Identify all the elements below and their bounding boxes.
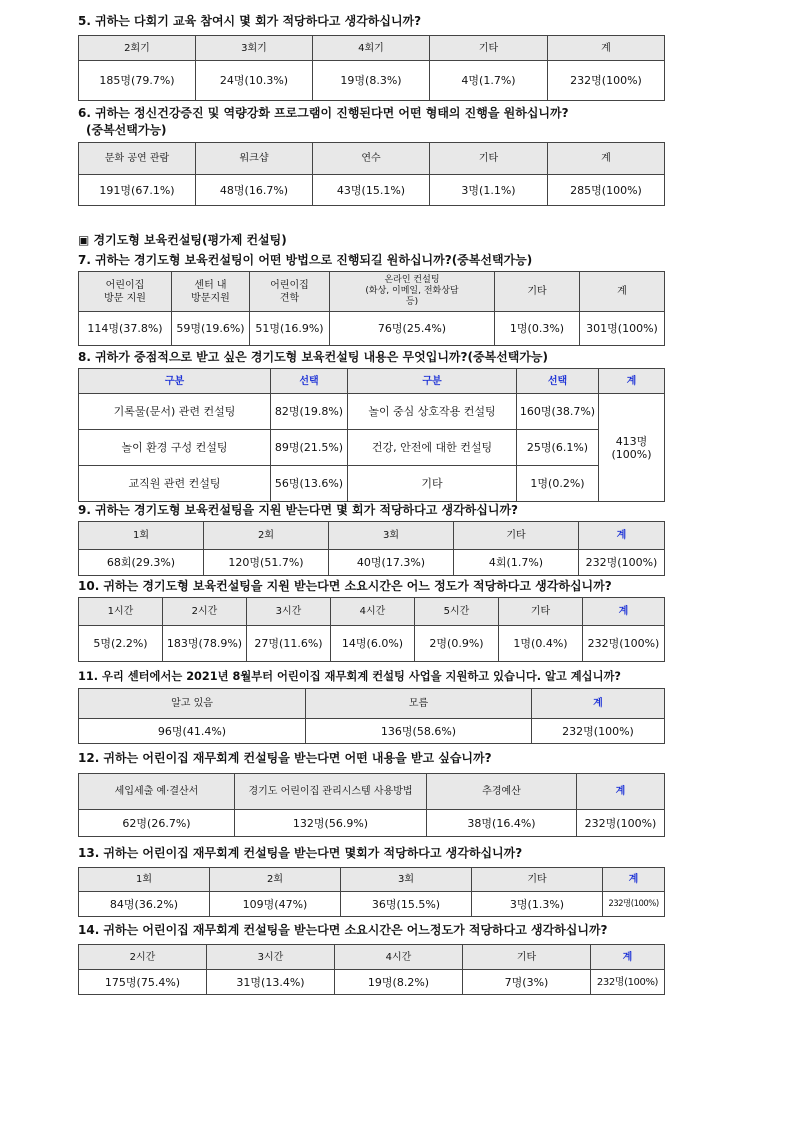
- value-cell: 89명(21.5%): [271, 430, 348, 466]
- question-14-table: [78, 944, 665, 995]
- value-cell: 82명(19.8%): [271, 394, 348, 430]
- question-7-title: 7. 귀하는 경기도형 보육컨설팅이 어떤 방법으로 진행되길 원하십니까?(중복선택가능): [78, 253, 533, 267]
- header-cell: 계: [548, 36, 665, 61]
- header-cell: 기타: [499, 598, 583, 626]
- value-cell: 132명(56.9%): [235, 810, 427, 837]
- question-7-table: [78, 271, 665, 346]
- value-cell: 136명(58.6%): [306, 719, 532, 744]
- value-cell: 232명(100%): [579, 550, 665, 576]
- header-cell: 기타: [463, 945, 591, 970]
- header-cell: 계: [579, 522, 665, 550]
- header-cell: 1회: [79, 868, 210, 892]
- value-cell: 59명(19.6%): [172, 312, 250, 346]
- value-cell: 4회(1.7%): [454, 550, 579, 576]
- value-cell: 38명(16.4%): [427, 810, 577, 837]
- value-cell: 232명(100%): [583, 626, 665, 662]
- question-11-table: [78, 688, 665, 744]
- question-10-table: [78, 597, 665, 662]
- header-cell: 3회: [329, 522, 454, 550]
- header-cell: 선택: [517, 369, 599, 394]
- value-cell: 185명(79.7%): [79, 61, 196, 101]
- category-cell: 교직원 관련 컨설팅: [79, 466, 271, 502]
- value-cell: 96명(41.4%): [79, 719, 306, 744]
- header-cell: 2회: [210, 868, 341, 892]
- category-cell: 건강, 안전에 대한 컨설팅: [348, 430, 517, 466]
- header-cell: 기타: [495, 272, 580, 312]
- value-cell: 7명(3%): [463, 970, 591, 995]
- header-cell: 5시간: [415, 598, 499, 626]
- value-cell: 84명(36.2%): [79, 892, 210, 917]
- header-cell: 기타: [430, 143, 548, 175]
- question-14-title: 14. 귀하는 어린이집 재무회계 컨설팅을 받는다면 소요시간은 어느정도가 적당하다고 생각하십니까?: [78, 923, 608, 937]
- header-cell: 1회: [79, 522, 204, 550]
- header-cell: 계: [580, 272, 665, 312]
- header-cell: 3시간: [247, 598, 331, 626]
- header-cell: 어린이집 방문 지원: [79, 272, 172, 312]
- question-10-title: 10. 귀하는 경기도형 보육컨설팅을 지원 받는다면 소요시간은 어느 정도가 적당하다고 생각하십니까?: [78, 579, 612, 593]
- value-cell: 36명(15.5%): [341, 892, 472, 917]
- category-cell: 놀이 중심 상호작용 컨설팅: [348, 394, 517, 430]
- question-11-title: 11. 우리 센터에서는 2021년 8월부터 어린이집 재무회계 컨설팅 사업을 지원하고 있습니다. 알고 계십니까?: [78, 670, 621, 683]
- total-cell: 413명 (100%): [599, 394, 665, 502]
- value-cell: 160명(38.7%): [517, 394, 599, 430]
- header-cell: 계: [591, 945, 665, 970]
- question-13-table: [78, 867, 665, 917]
- header-cell: 계: [583, 598, 665, 626]
- category-cell: 기타: [348, 466, 517, 502]
- question-8-title: 8. 귀하가 중점적으로 받고 싶은 경기도형 보육컨설팅 내용은 무엇입니까?(중복선택가능): [78, 350, 548, 364]
- value-cell: 56명(13.6%): [271, 466, 348, 502]
- header-cell: 구분: [348, 369, 517, 394]
- value-cell: 109명(47%): [210, 892, 341, 917]
- question-9-table: [78, 521, 665, 576]
- value-cell: 1명(0.4%): [499, 626, 583, 662]
- header-cell: 계: [577, 774, 665, 810]
- header-cell: 세입세출 예·결산서: [79, 774, 235, 810]
- value-cell: 24명(10.3%): [196, 61, 313, 101]
- header-cell: 기타: [472, 868, 603, 892]
- header-cell: 모름: [306, 689, 532, 719]
- header-cell: 계: [599, 369, 665, 394]
- section-heading: ▣ 경기도형 보육컨설팅(평가제 컨설팅): [78, 233, 287, 247]
- header-cell: 4회기: [313, 36, 430, 61]
- header-cell: 기타: [430, 36, 548, 61]
- question-8-table: [78, 368, 665, 502]
- header-cell: 1시간: [79, 598, 163, 626]
- question-6-title: 6. 귀하는 정신건강증진 및 역량강화 프로그램이 진행된다면 어떤 형태의 진행을 원하십니까?: [78, 106, 569, 120]
- value-cell: 27명(11.6%): [247, 626, 331, 662]
- value-cell: 62명(26.7%): [79, 810, 235, 837]
- header-cell: 구분: [79, 369, 271, 394]
- category-cell: 놀이 환경 구성 컨설팅: [79, 430, 271, 466]
- header-cell: 워크샵: [196, 143, 313, 175]
- header-cell: 계: [603, 868, 665, 892]
- header-cell: 2시간: [163, 598, 247, 626]
- category-cell: 기록물(문서) 관련 컨설팅: [79, 394, 271, 430]
- value-cell: 232명(100%): [577, 810, 665, 837]
- header-cell: 3시간: [207, 945, 335, 970]
- header-cell: 어린이집 견학: [250, 272, 330, 312]
- header-cell: 연수: [313, 143, 430, 175]
- header-cell: 선택: [271, 369, 348, 394]
- value-cell: 40명(17.3%): [329, 550, 454, 576]
- value-cell: 14명(6.0%): [331, 626, 415, 662]
- header-cell: 알고 있음: [79, 689, 306, 719]
- question-5-table: [78, 35, 665, 101]
- value-cell: 114명(37.8%): [79, 312, 172, 346]
- value-cell: 232명(100%): [591, 970, 665, 995]
- value-cell: 43명(15.1%): [313, 175, 430, 206]
- header-cell: 기타: [454, 522, 579, 550]
- header-cell: 2시간: [79, 945, 207, 970]
- value-cell: 1명(0.3%): [495, 312, 580, 346]
- value-cell: 232명(100%): [603, 892, 665, 917]
- header-cell: 2회: [204, 522, 329, 550]
- value-cell: 5명(2.2%): [79, 626, 163, 662]
- question-5-title: 5. 귀하는 다회기 교육 참여시 몇 회가 적당하다고 생각하십니까?: [78, 14, 422, 28]
- header-cell: 3회기: [196, 36, 313, 61]
- value-cell: 232명(100%): [548, 61, 665, 101]
- header-cell: 3회: [341, 868, 472, 892]
- value-cell: 19명(8.3%): [313, 61, 430, 101]
- header-cell: 추경예산: [427, 774, 577, 810]
- header-cell: 센터 내 방문지원: [172, 272, 250, 312]
- value-cell: 51명(16.9%): [250, 312, 330, 346]
- value-cell: 191명(67.1%): [79, 175, 196, 206]
- value-cell: 3명(1.1%): [430, 175, 548, 206]
- header-cell: 4시간: [331, 598, 415, 626]
- value-cell: 31명(13.4%): [207, 970, 335, 995]
- value-cell: 25명(6.1%): [517, 430, 599, 466]
- value-cell: 68회(29.3%): [79, 550, 204, 576]
- value-cell: 1명(0.2%): [517, 466, 599, 502]
- question-6-subtitle: (중복선택가능): [86, 123, 167, 137]
- value-cell: 48명(16.7%): [196, 175, 313, 206]
- header-cell: 2회기: [79, 36, 196, 61]
- question-13-title: 13. 귀하는 어린이집 재무회계 컨설팅을 받는다면 몇회가 적당하다고 생각하십니까?: [78, 846, 523, 860]
- header-cell: 경기도 어린이집 관리시스템 사용방법: [235, 774, 427, 810]
- value-cell: 19명(8.2%): [335, 970, 463, 995]
- question-9-title: 9. 귀하는 경기도형 보육컨설팅을 지원 받는다면 몇 회가 적당하다고 생각하십니까?: [78, 503, 519, 517]
- header-cell: 문화 공연 관람: [79, 143, 196, 175]
- value-cell: 120명(51.7%): [204, 550, 329, 576]
- value-cell: 4명(1.7%): [430, 61, 548, 101]
- header-cell: 계: [532, 689, 665, 719]
- value-cell: 3명(1.3%): [472, 892, 603, 917]
- value-cell: 285명(100%): [548, 175, 665, 206]
- value-cell: 175명(75.4%): [79, 970, 207, 995]
- value-cell: 2명(0.9%): [415, 626, 499, 662]
- value-cell: 76명(25.4%): [330, 312, 495, 346]
- value-cell: 232명(100%): [532, 719, 665, 744]
- question-12-title: 12. 귀하는 어린이집 재무회계 컨설팅을 받는다면 어떤 내용을 받고 싶습니까?: [78, 751, 492, 765]
- value-cell: 301명(100%): [580, 312, 665, 346]
- header-cell: 4시간: [335, 945, 463, 970]
- header-cell: 계: [548, 143, 665, 175]
- header-cell: 온라인 컨설팅 (화상, 이메일, 전화상담 등): [330, 272, 495, 312]
- question-12-table: [78, 773, 665, 837]
- question-6-table: [78, 142, 665, 206]
- value-cell: 183명(78.9%): [163, 626, 247, 662]
